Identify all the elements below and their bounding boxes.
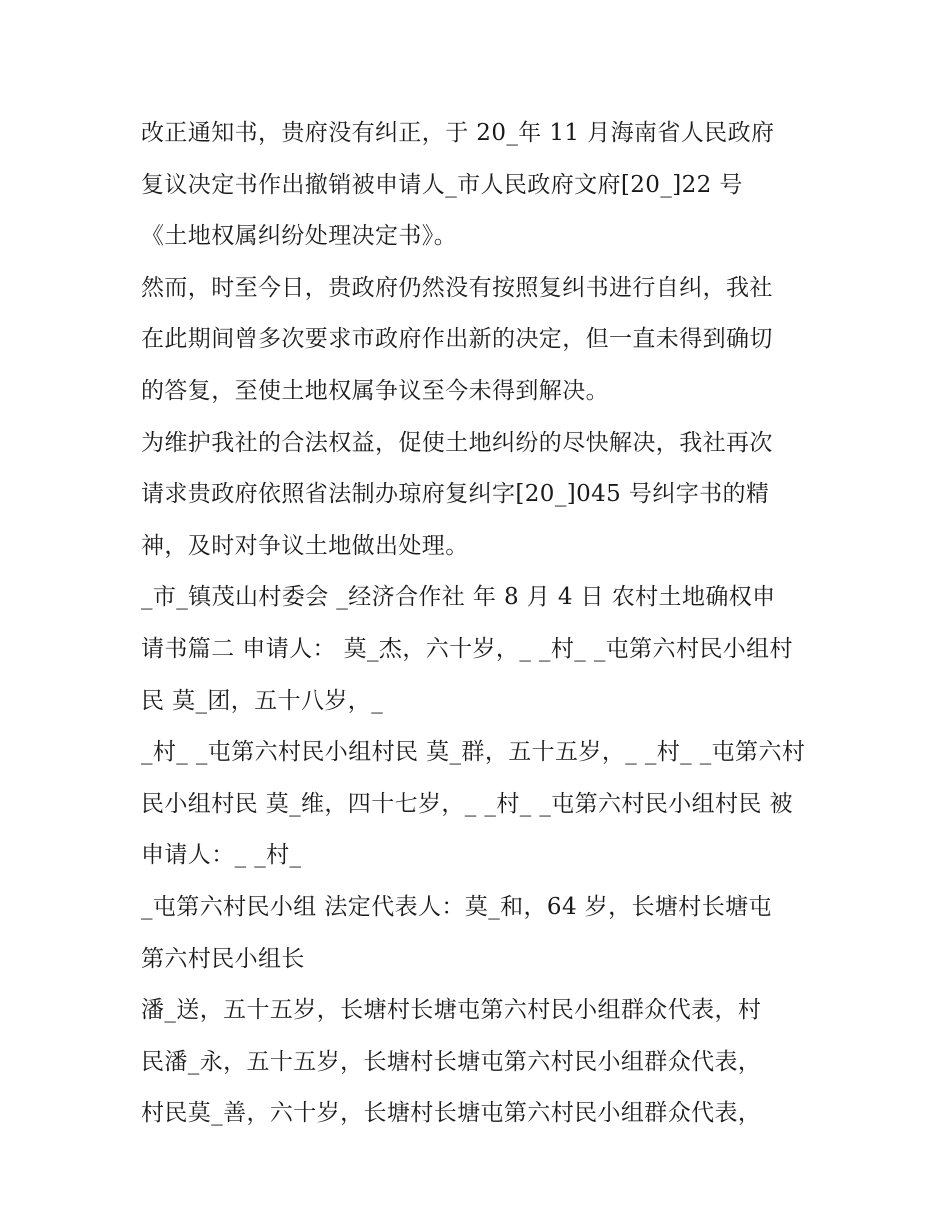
text-line: 的答复，至使土地权属争议至今未得到解决。 <box>141 377 609 404</box>
text-line: 民潘_永，五十五岁，长塘村长塘屯第六村民小组群众代表， <box>141 1048 762 1075</box>
text-line: 申请人：_ _村_ <box>141 842 302 869</box>
text-line: 然而，时至今日，贵政府仍然没有按照复纠书进行自纠，我社 <box>141 274 773 301</box>
text-line: 请求贵政府依照省法制办琼府复纠字[20_]045 号纠字书的精 <box>141 481 770 508</box>
text-line: 第六村民小组长 <box>141 945 305 972</box>
text-line: _屯第六村民小组 法定代表人：莫_和，64 岁，长塘村长塘屯 <box>141 893 772 920</box>
document-body <box>141 108 821 1140</box>
text-line: 民 莫_团，五十八岁，_ <box>141 687 384 714</box>
text-line: _市_镇茂山村委会 _经济合作社 年 8 月 4 日 农村土地确权申 <box>141 584 776 611</box>
text-line: 为维护我社的合法权益，促使土地纠纷的尽快解决，我社再次 <box>141 429 773 456</box>
text-line: 村民莫_善，六十岁，长塘村长塘屯第六村民小组群众代表， <box>141 1100 762 1127</box>
text-line: _村_ _屯第六村民小组村民 莫_群，五十五岁，_ _村_ _屯第六村 <box>141 739 806 766</box>
text-line: 请书篇二 申请人： 莫_杰，六十岁，_ _村_ _屯第六村民小组村 <box>141 635 793 662</box>
text-line: 在此期间曾多次要求市政府作出新的决定，但一直未得到确切 <box>141 326 773 353</box>
text-line: 改正通知书，贵府没有纠正，于 20_年 11 月海南省人民政府 <box>141 120 775 146</box>
text-line: 神，及时对争议土地做出处理。 <box>141 532 469 559</box>
text-line: 复议决定书作出撤销被申请人_市人民政府文府[20_]22 号 <box>141 171 743 198</box>
text-line: 《土地权属纠纷处理决定书》。 <box>141 223 458 250</box>
text-line: 民小组村民 莫_维，四十七岁，_ _村_ _屯第六村民小组村民 被 <box>141 790 793 817</box>
text-line: 潘_送，五十五岁，长塘村长塘屯第六村民小组群众代表，村 <box>141 997 762 1024</box>
